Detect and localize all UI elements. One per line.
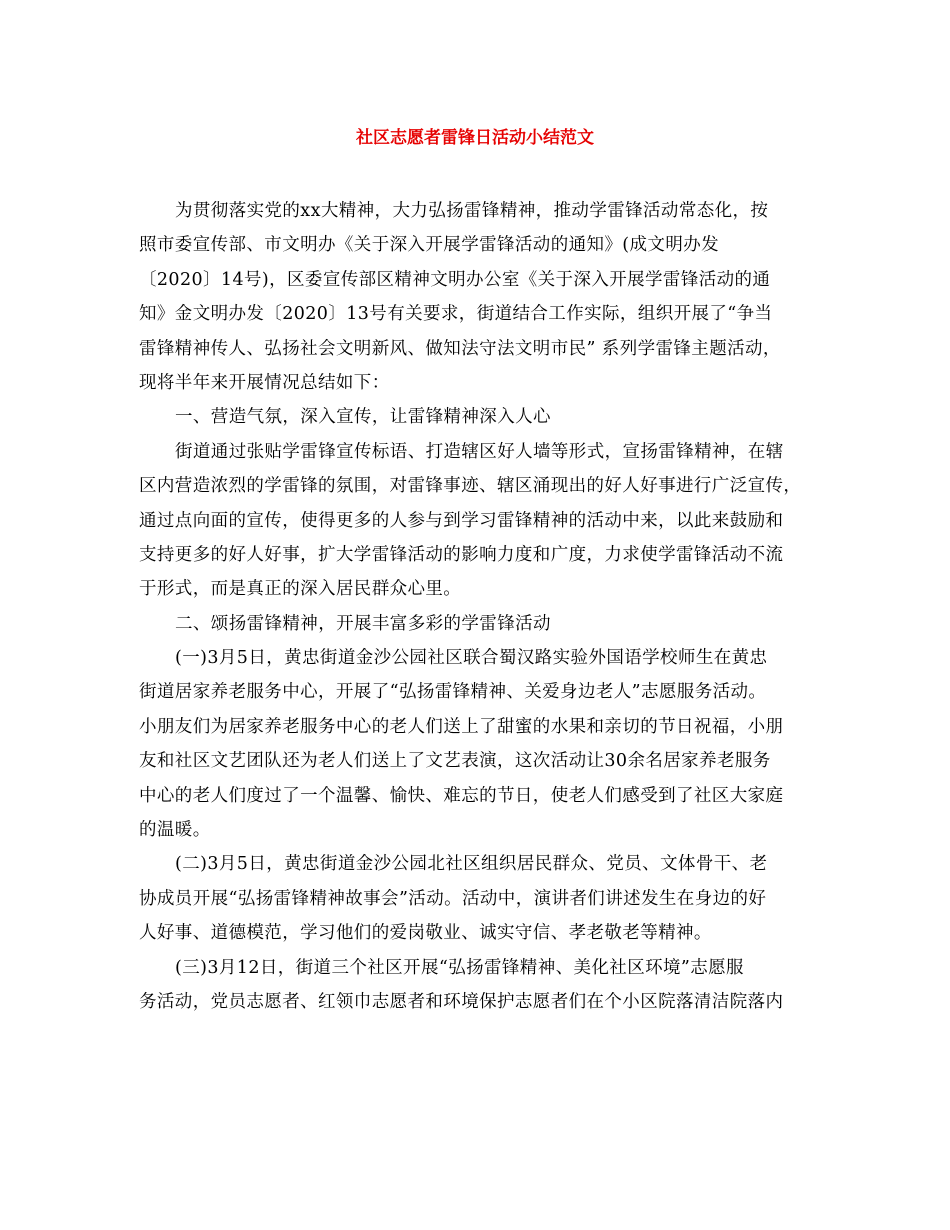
paragraph-line: 中心的老人们度过了一个温馨、愉快、难忘的节日，使老人们感受到了社区大家庭 — [139, 785, 784, 806]
paragraph-line: 雷锋精神传人、弘扬社会文明新风、做知法守法文明市民” 系列学雷锋主题活动， — [139, 338, 781, 359]
section-heading: 二、颂扬雷锋精神，开展丰富多彩的学雷锋活动 — [175, 613, 551, 634]
paragraph-line: (三)3月12日，街道三个社区开展“弘扬雷锋精神、美化社区环境”志愿服 — [175, 957, 744, 978]
paragraph-line: 〔2020〕14号)，区委宣传部区精神文明办公室《关于深入开展学雷锋活动的通 — [139, 269, 771, 290]
section-heading: 一、营造气氛，深入宣传，让雷锋精神深入人心 — [175, 407, 551, 428]
paragraph-line: (一)3月5日，黄忠街道金沙公园社区联合蜀汉路实验外国语学校师生在黄忠 — [175, 648, 768, 669]
paragraph-line: 现将半年来开展情况总结如下： — [139, 372, 390, 393]
document-body — [139, 194, 819, 1019]
paragraph-line: 的温暖。 — [139, 820, 211, 841]
paragraph-line: 区内营造浓烈的学雷锋的氛围，对雷锋事迹、辖区涌现出的好人好事进行广泛宣传， — [139, 476, 802, 497]
paragraph-line: 为贯彻落实党的xx大精神，大力弘扬雷锋精神，推动学雷锋活动常态化，按 — [175, 201, 769, 221]
paragraph-line: 务活动，党员志愿者、红领巾志愿者和环境保护志愿者们在个小区院落清洁院落内 — [139, 991, 784, 1012]
paragraph-line: 通过点向面的宣传，使得更多的人参与到学习雷锋精神的活动中来，以此来鼓励和 — [139, 510, 784, 531]
paragraph-line: 知》金文明办发〔2020〕13号有关要求，街道结合工作实际，组织开展了“争当 — [139, 304, 773, 325]
document-title: 社区志愿者雷锋日活动小结范文 — [356, 128, 594, 148]
paragraph-line: 街道居家养老服务中心，开展了“弘扬雷锋精神、关爱身边老人”志愿服务活动。 — [139, 682, 767, 703]
paragraph-line: 小朋友们为居家养老服务中心的老人们送上了甜蜜的水果和亲切的节日祝福，小朋 — [139, 716, 784, 737]
paragraph-line: (二)3月5日，黄忠街道金沙公园北社区组织居民群众、党员、文体骨干、老 — [175, 854, 768, 875]
paragraph-line: 协成员开展“弘扬雷锋精神故事会”活动。活动中，演讲者们讲述发生在身边的好 — [139, 888, 767, 909]
paragraph-line: 支持更多的好人好事，扩大学雷锋活动的影响力度和广度，力求使学雷锋活动不流 — [139, 544, 784, 565]
paragraph-line: 人好事、道德模范，学习他们的爱岗敬业、诚实守信、孝老敬老等精神。 — [139, 923, 712, 944]
paragraph-line: 照市委宣传部、市文明办《关于深入开展学雷锋活动的通知》(成文明办发 — [139, 235, 720, 256]
paragraph-line: 于形式，而是真正的深入居民群众心里。 — [139, 579, 462, 600]
paragraph-line: 友和社区文艺团队还为老人们送上了文艺表演，这次活动让30余名居家养老服务 — [139, 751, 771, 772]
paragraph-line: 街道通过张贴学雷锋宣传标语、打造辖区好人墙等形式，宣扬雷锋精神，在辖 — [175, 441, 784, 462]
